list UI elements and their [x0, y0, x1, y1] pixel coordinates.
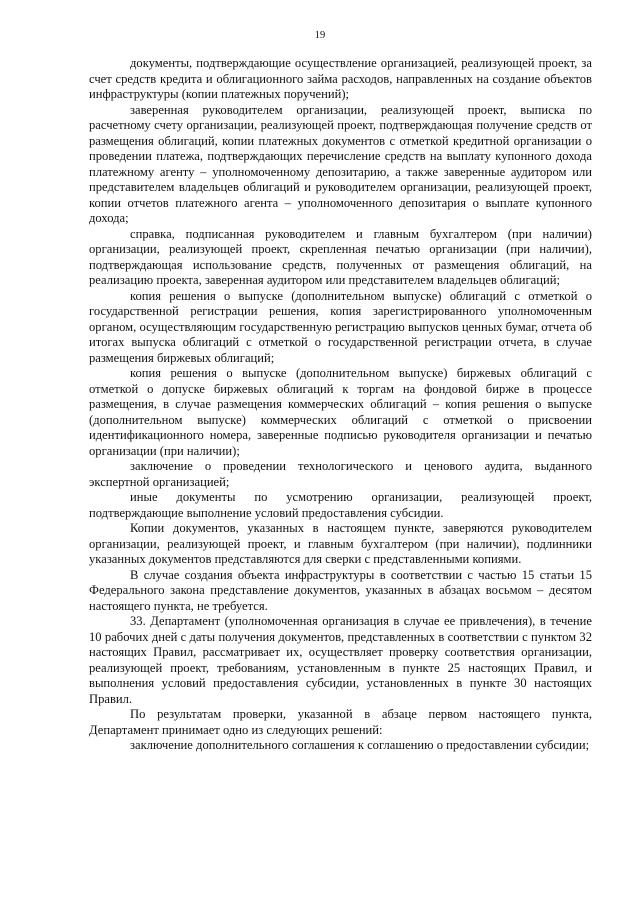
paragraph: копия решения о выпуске (дополнительном выпуске) биржевых облигаций с отметкой о допуске биржевых облигаций к торгам на фондовой бирже в процессе размещения, в случае размещения коммерческих облигаций – копия решения о выпуске (дополнительном выпуске) коммерческих облигаций с отметкой о присвоении идентификационного номера, заверенные подписью руководителя организации и печатью организации (при наличии); — [89, 366, 592, 458]
paragraph: Копии документов, указанных в настоящем пункте, заверяются руководителем организации, реализующей проект, и главным бухгалтером (при наличии), подлинники указанных документов представляются для сверки с представленными копиями. — [89, 521, 592, 566]
paragraph: 33. Департамент (уполномоченная организация в случае ее привлечения), в течение 10 рабочих дней с даты получения документов, представленных в соответствии с пунктом 32 настоящих Правил, рассматривает их, осуществляет проверку соответствия организации, реализующей проект, требованиям, установленным в пункте 25 настоящих Правил, и выполнения условий предоставления субсидии, установленных в пункте 30 настоящих Правил. — [89, 614, 592, 706]
paragraph: иные документы по усмотрению организации, реализующей проект, подтверждающие выполнение условий предоставления субсидии. — [89, 490, 592, 520]
paragraph: заверенная руководителем организации, реализующей проект, выписка по расчетному счету организации, реализующей проект, подтверждающая получение средств от размещения облигаций, копии платежных документов с отметкой кредитной организации о проведении платежа, подтверждающих перечисление средств на выплату купонного дохода платежному агенту – уполномоченному депозитарию, а также заверенные аудитором или представителем владельцев облигаций и руководителем организации, реализующей проект, копии отчетов платежного агента – уполномоченного депозитария о выплате купонного дохода; — [89, 102, 592, 225]
document-body — [89, 56, 592, 754]
paragraph: По результатам проверки, указанной в абзаце первом настоящего пункта, Департамент принимает одно из следующих решений: — [89, 707, 592, 737]
paragraph: В случае создания объекта инфраструктуры в соответствии с частью 15 статьи 15 Федерального закона представление документов, указанных в абзацах восьмом – десятом настоящего пункта, не требуется. — [89, 567, 592, 613]
paragraph: заключение дополнительного соглашения к соглашению о предоставлении субсидии; — [130, 738, 590, 752]
page-number: 19 — [314, 30, 326, 41]
paragraph: документы, подтверждающие осуществление организацией, реализующей проект, за счет средств кредита и облигационного займа расходов, направленных на создание объектов инфраструктуры (копии платежных поручений); — [89, 56, 592, 101]
paragraph: копия решения о выпуске (дополнительном выпуске) облигаций с отметкой о государственной регистрации решения, копия зарегистрированного уполномоченным органом, осуществляющим государственную регистрацию выпусков ценных бумаг, отчета об итогах выпуска облигаций с отметкой о государственной регистрации отчета, в случае размещения биржевых облигаций; — [89, 288, 592, 365]
paragraph: справка, подписанная руководителем и главным бухгалтером (при наличии) организации, реализующей проект, скрепленная печатью организации (при наличии), подтверждающая использование средств, полученных от размещения облигаций, на реализацию проекта, заверенная аудитором или представителем владельцев облигаций; — [89, 226, 592, 287]
paragraph: заключение о проведении технологического и ценового аудита, выданного экспертной организацией; — [89, 459, 592, 489]
